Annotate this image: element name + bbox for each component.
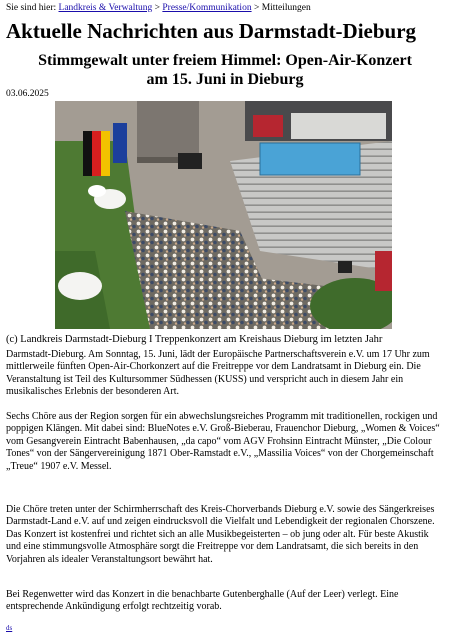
article-photo	[55, 101, 392, 329]
breadcrumb-separator: >	[154, 3, 160, 13]
article-paragraph: Die Chöre treten unter der Schirmherrschaft des Kreis-Chorverbands Dieburg e.V. sowie des Sängerkreises Darmstadt-Land e.V. auf und zeigen eindrucksvoll die Vielfalt und Lebendigkeit der regionalen Chorszene. Das Konzert ist kostenfrei und richtet sich an alle Musikbegeisterten – ob jung oder alt. Für beste Akustik und eine stimmungsvolle Atmosphäre sorgt die Freitreppe vor dem Landratsamt, die sich bereits in den Vorjahren als idealer Veranstaltungsort bewährt hat.	[6, 504, 435, 565]
article-paragraph: Sechs Chöre aus der Region sorgen für ein abwechslungsreiches Programm mit traditionellen, rockigen und poppigen Klängen. Mit dabei sind: BlueNotes e.V. Groß-Bieberau, Frauenchor Dieburg, „Women & Voices“ vom Gesangverein Eintracht Babenhausen, „da capo“ vom AGV Frohsinn Eintracht Münster, „Die Colour Tones“ von der Sängervereinigung 1871 Ober-Ramstadt e.V., „Massilia Voices“ von der Chorgemeinschaft „Treue“ 1907 e.V. Messel.	[6, 411, 440, 472]
breadcrumb-separator: >	[253, 3, 260, 13]
page-title: Aktuelle Nachrichten aus Darmstadt-Dieburg	[6, 19, 417, 43]
footer-link[interactable]: ds	[6, 624, 13, 632]
article-paragraph: Bei Regenwetter wird das Konzert in die benachbarte Gutenberghalle (Auf der Leer) verlegt. Eine entsprechende Ankündigung erfolgt rechtzeitig vorab.	[6, 589, 399, 613]
article-headline	[10, 51, 440, 89]
article-date: 03.06.2025	[6, 89, 49, 99]
breadcrumb	[6, 3, 311, 13]
concert-photo-illustration	[55, 101, 392, 329]
breadcrumb-link-presse[interactable]: Presse/Kommunikation	[162, 3, 252, 13]
photo-caption: (c) Landkreis Darmstadt-Dieburg I Treppenkonzert am Kreishaus Dieburg im letzten Jahr	[6, 334, 383, 345]
breadcrumb-current: Mitteilungen	[261, 3, 311, 13]
breadcrumb-prefix: Sie sind hier:	[6, 3, 57, 13]
breadcrumb-link-landkreis[interactable]: Landkreis & Verwaltung	[58, 3, 153, 13]
article-paragraph: Darmstadt-Dieburg. Am Sonntag, 15. Juni, lädt der Europäische Partnerschaftsverein e.V. um 17 Uhr zum mittlerweile fünften Open-Air-Chorkonzert auf die Freitreppe vor dem Landratsamt in Dieburg ein. Die Veranstaltung ist Teil des Kultursommer Südhessen (KUSS) und verspricht auch in diesem Jahr ein musikalisches Erlebnis der besonderen Art.	[6, 349, 430, 398]
headline-line-1: Stimmgewalt unter freiem Himmel: Open-Air-Konzert	[38, 52, 412, 69]
headline-line-2: am 15. Juni in Dieburg	[146, 71, 304, 88]
